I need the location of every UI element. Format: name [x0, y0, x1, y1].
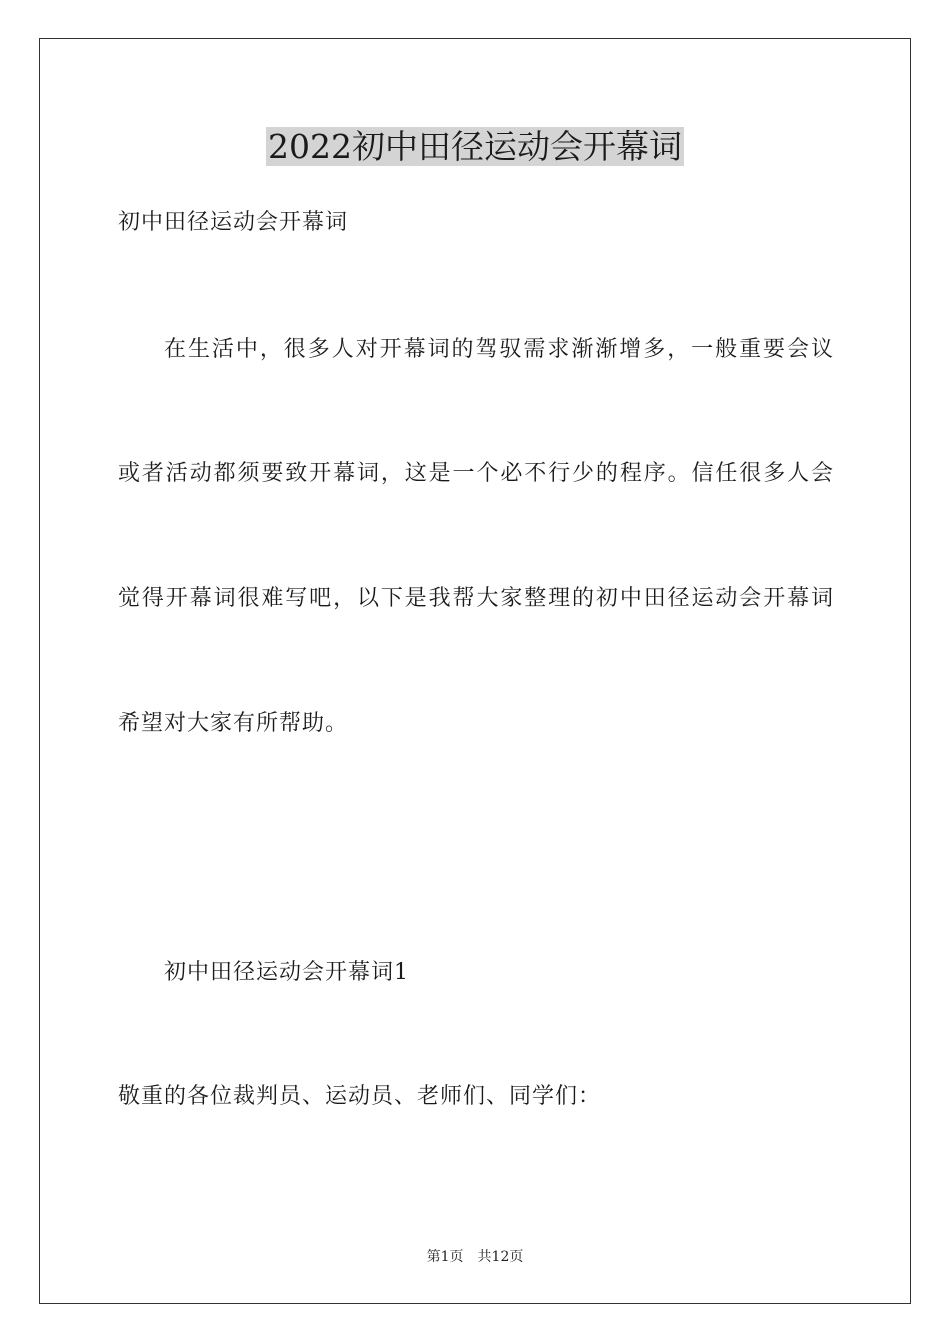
document-title-text: 2022初中田径运动会开幕词 [268, 127, 682, 166]
intro-line-2: 或者活动都须要致开幕词，这是一个必不行少的程序。信任很多人会 [118, 461, 834, 486]
intro-line-3: 觉得开幕词很难写吧，以下是我帮大家整理的初中田径运动会开幕词 [118, 586, 834, 611]
salutation: 敬重的各位裁判员、运动员、老师们、同学们： [118, 1084, 602, 1109]
page-footer [0, 1247, 950, 1267]
document-subtitle: 初中田径运动会开幕词 [118, 210, 349, 235]
section-heading: 初中田径运动会开幕词1 [164, 960, 409, 985]
intro-line-4: 希望对大家有所帮助。 [118, 711, 349, 736]
page-number-current: 第1页 [426, 1249, 464, 1265]
page-number-total: 共12页 [477, 1249, 524, 1265]
intro-line-1: 在生活中，很多人对开幕词的驾驭需求渐渐增多，一般重要会议 [164, 337, 834, 362]
document-title [0, 124, 950, 170]
